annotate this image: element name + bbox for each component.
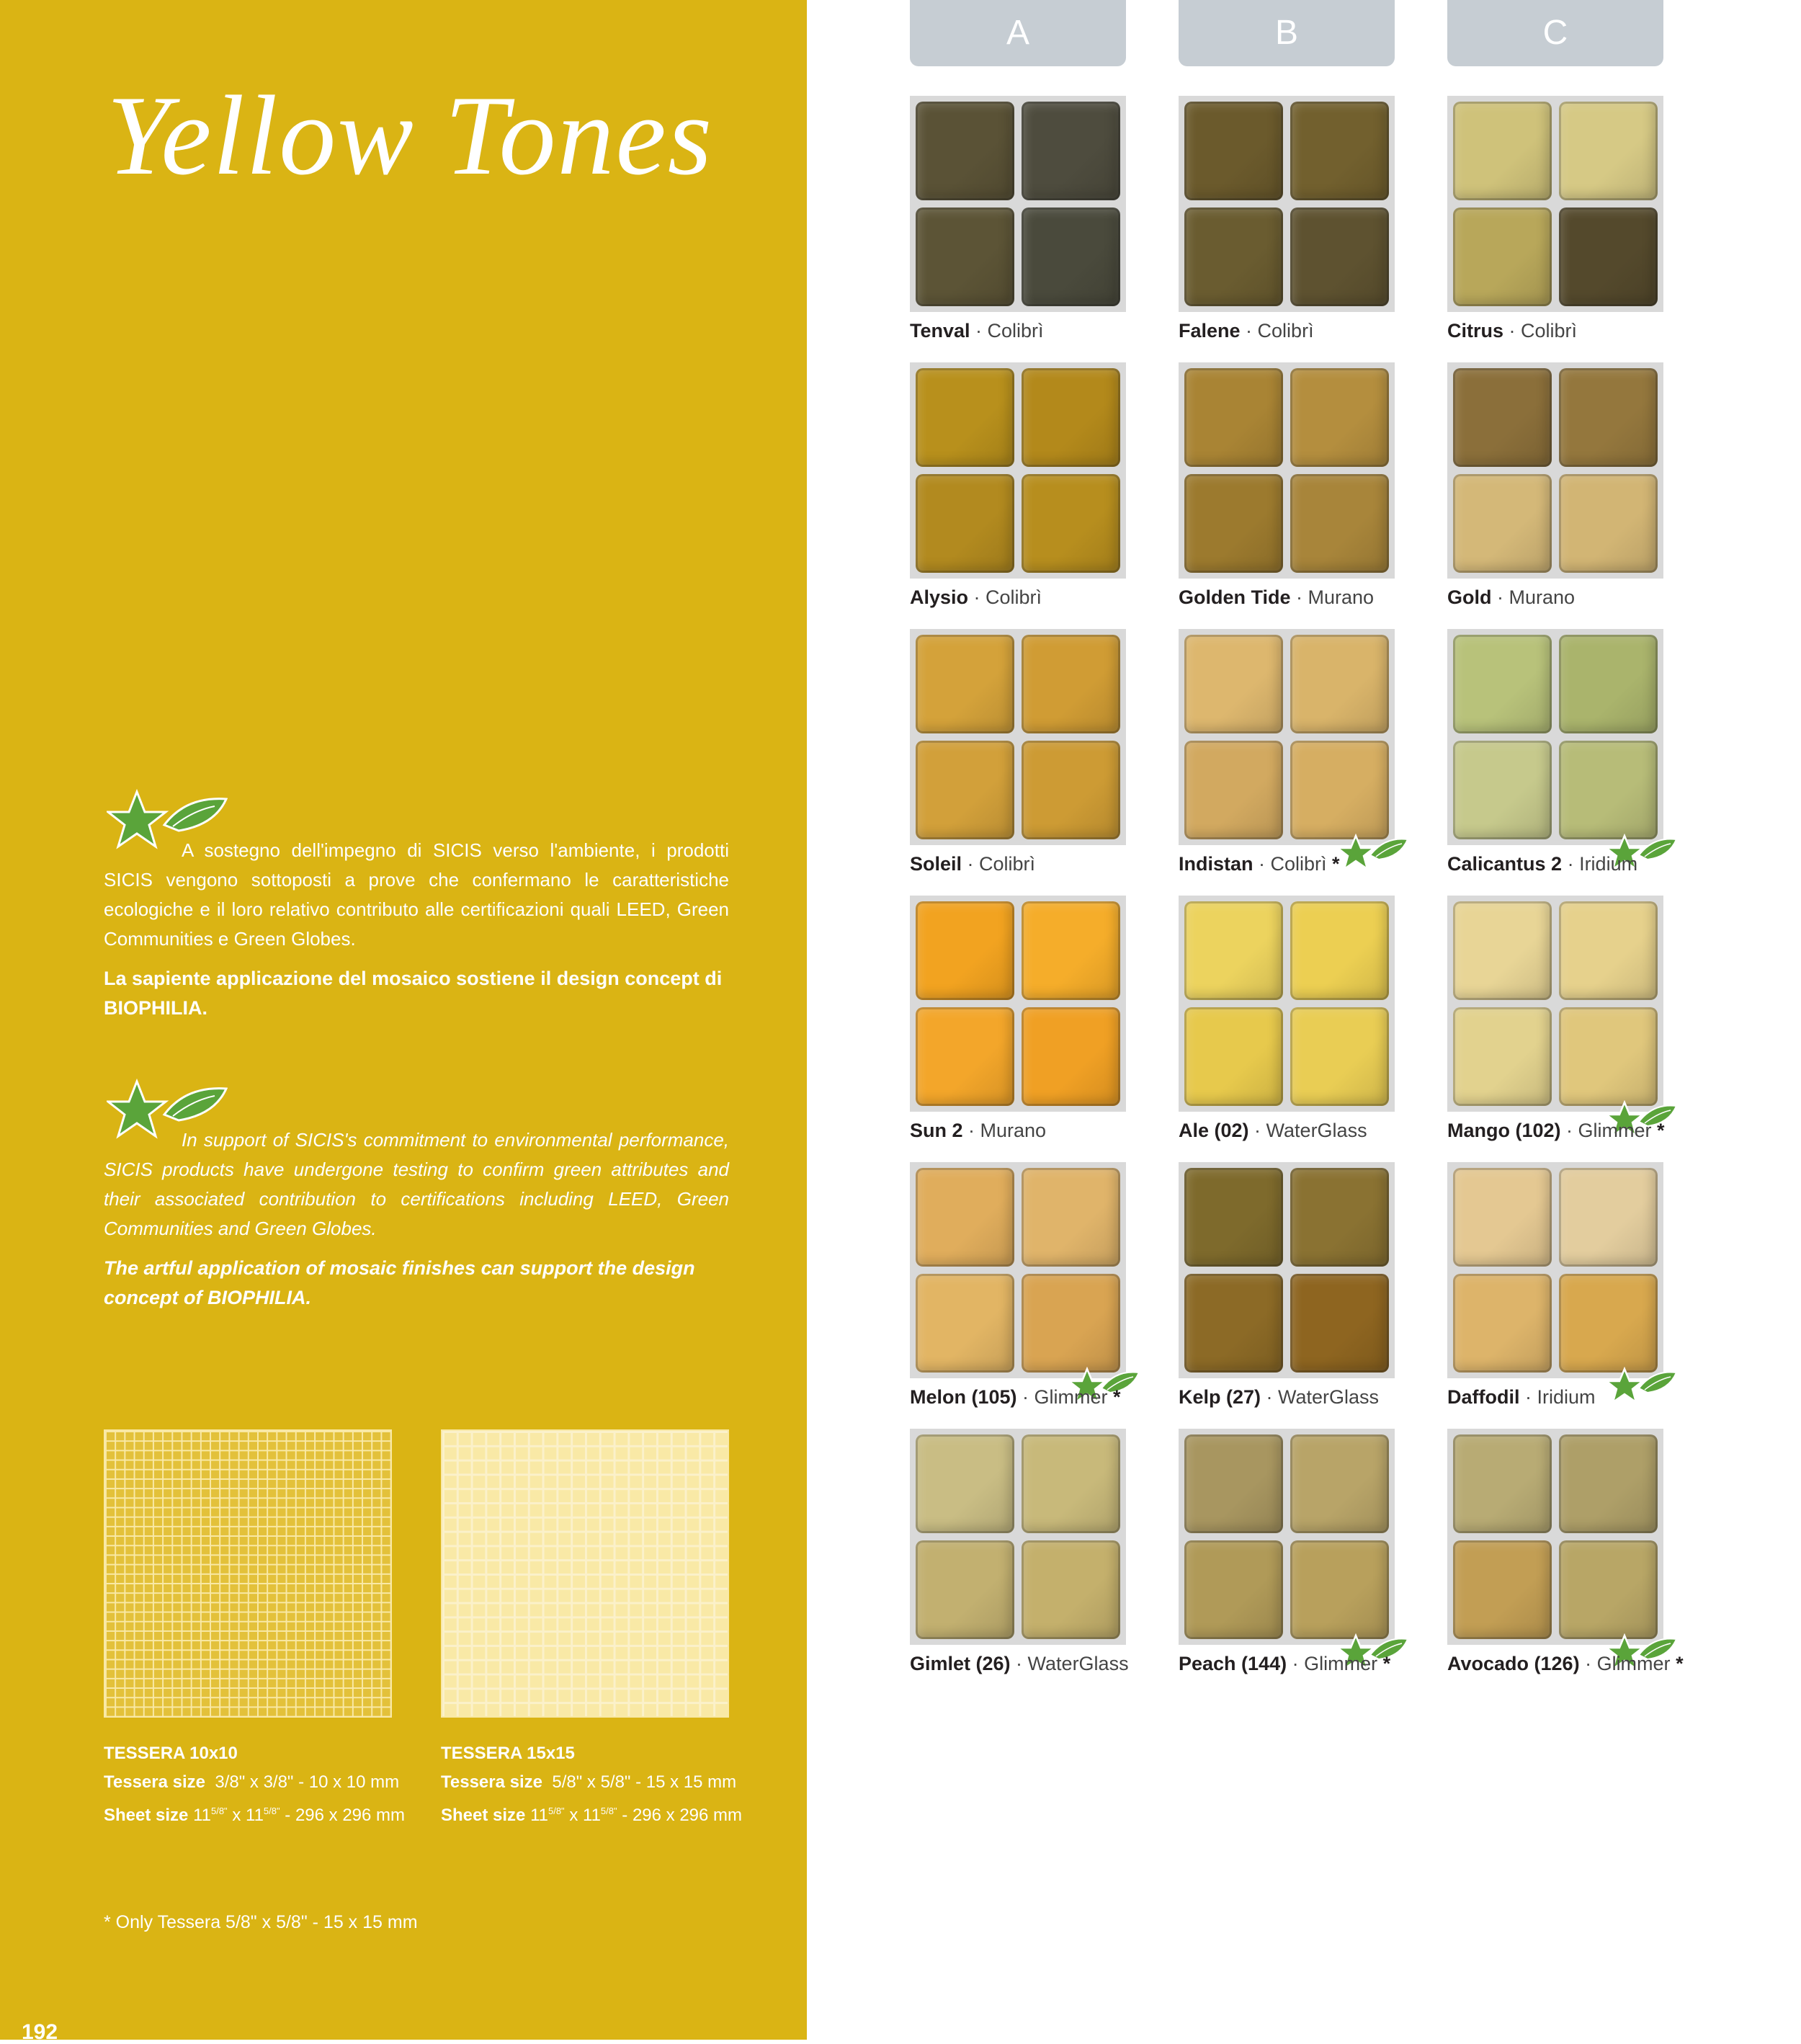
sheet-size-a-fraction: 5/8" xyxy=(210,1806,228,1816)
swatch-name: Tenval xyxy=(910,320,970,342)
tessera-size-label: Tessera size xyxy=(104,1772,205,1792)
intro-english xyxy=(104,1125,729,1313)
tessera-10-spec xyxy=(104,1739,435,1830)
swatch-label xyxy=(1179,1652,1416,1675)
swatch-asterisk: * xyxy=(1326,853,1340,875)
mosaic-tile xyxy=(916,207,1014,306)
swatch-name: Gold xyxy=(1447,586,1492,608)
left-panel xyxy=(0,0,807,2044)
mosaic-tile xyxy=(1453,635,1552,733)
swatch-image[interactable] xyxy=(910,629,1126,845)
swatch-card[interactable] xyxy=(910,96,1126,342)
swatch-label xyxy=(1447,586,1685,609)
mosaic-tile xyxy=(1184,102,1283,200)
label-separator: · xyxy=(962,1120,980,1141)
intro-italian-statement: La sapiente applicazione del mosaico sostiene il design concept di BIOPHILIA. xyxy=(104,968,723,1019)
mosaic-tile xyxy=(916,635,1014,733)
column-header-b: B xyxy=(1179,0,1395,66)
mosaic-tile xyxy=(1022,1274,1120,1373)
label-separator: · xyxy=(1562,853,1580,875)
label-separator: · xyxy=(968,586,986,608)
mosaic-tile xyxy=(1453,901,1552,1000)
mosaic-tile xyxy=(1290,1540,1389,1639)
mosaic-tile xyxy=(916,901,1014,1000)
swatch-card[interactable] xyxy=(1447,1429,1684,1674)
swatch-collection: Colibrì xyxy=(987,320,1044,342)
intro-english-body: In support of SICIS's commitment to environmental performance, SICIS products have undergone testing to confirm green attributes and their associated contribution to certifications including LEED, Green Communities and Green Globes. xyxy=(104,1129,729,1239)
swatch-collection: Iridium xyxy=(1537,1386,1596,1408)
swatch-collection: Colibrì xyxy=(979,853,1036,875)
mosaic-tile xyxy=(1559,901,1658,1000)
label-separator: · xyxy=(1579,1653,1597,1674)
mosaic-tile xyxy=(916,474,1014,573)
swatch-label xyxy=(1179,319,1416,342)
swatch-collection: Colibrì xyxy=(986,586,1042,608)
swatch-label xyxy=(1179,1385,1416,1409)
mosaic-tile xyxy=(1559,207,1658,306)
swatch-name: Avocado (126) xyxy=(1447,1653,1580,1674)
mosaic-tile xyxy=(1290,207,1389,306)
footnote: * Only Tessera 5/8" x 5/8" - 15 x 15 mm xyxy=(104,1912,418,1932)
column-header-a: A xyxy=(910,0,1126,66)
mosaic-tile xyxy=(1290,102,1389,200)
swatch-image[interactable] xyxy=(910,896,1126,1112)
sheet-size-a: 11 xyxy=(193,1806,211,1825)
mosaic-tile xyxy=(916,741,1014,839)
swatch-image[interactable] xyxy=(1179,96,1395,312)
swatch-card[interactable] xyxy=(1179,362,1395,606)
swatch-card[interactable] xyxy=(1447,1162,1663,1406)
label-separator: · xyxy=(970,320,988,342)
mosaic-tile xyxy=(1290,1274,1389,1373)
mosaic-tile xyxy=(1022,207,1120,306)
mosaic-tile xyxy=(1559,635,1658,733)
swatch-collection: Iridium xyxy=(1579,853,1638,875)
mosaic-tile xyxy=(1184,207,1283,306)
swatch-card[interactable] xyxy=(910,1429,1129,1674)
mosaic-tile xyxy=(1022,368,1120,467)
mosaic-tile xyxy=(1184,1274,1283,1373)
swatch-asterisk: * xyxy=(1377,1653,1391,1674)
label-separator: · xyxy=(1491,586,1509,608)
swatch-collection: Murano xyxy=(1308,586,1375,608)
mosaic-tile xyxy=(1559,1434,1658,1533)
mosaic-tile xyxy=(1559,1540,1658,1639)
mosaic-tile xyxy=(1559,1168,1658,1267)
swatch-label xyxy=(910,1119,1148,1142)
mosaic-tile xyxy=(1184,901,1283,1000)
swatch-collection: Glimmer xyxy=(1596,1653,1671,1674)
mosaic-tile xyxy=(1290,1168,1389,1267)
swatch-image[interactable] xyxy=(1447,896,1663,1112)
sheet-size-b: x 11 xyxy=(564,1806,601,1825)
label-separator: · xyxy=(962,853,980,875)
sheet-size-b-fraction: 5/8" xyxy=(600,1806,617,1816)
swatch-name: Falene xyxy=(1179,320,1241,342)
mosaic-tile xyxy=(1022,1007,1120,1106)
mosaic-tile xyxy=(1453,368,1552,467)
sheet-size-label: Sheet size xyxy=(441,1806,526,1825)
mosaic-tile xyxy=(1022,102,1120,200)
mosaic-tile xyxy=(1559,741,1658,839)
mosaic-tile xyxy=(1559,368,1658,467)
sheet-size-a-fraction: 5/8" xyxy=(548,1806,565,1816)
mosaic-tile xyxy=(1559,1274,1658,1373)
mosaic-tile xyxy=(916,1540,1014,1639)
swatch-collection: Glimmer xyxy=(1304,1653,1378,1674)
label-separator: · xyxy=(1253,853,1271,875)
mosaic-tile xyxy=(1453,741,1552,839)
swatch-label xyxy=(1447,852,1685,875)
mosaic-tile xyxy=(916,1168,1014,1267)
mosaic-tile xyxy=(1453,1274,1552,1373)
label-separator: · xyxy=(1016,1386,1034,1408)
swatch-card[interactable] xyxy=(910,629,1126,873)
swatch-name: Golden Tide xyxy=(1179,586,1291,608)
swatch-collection: Colibrì xyxy=(1270,853,1327,875)
swatch-label xyxy=(1447,1385,1685,1409)
mosaic-tile xyxy=(1184,1007,1283,1106)
swatch-label xyxy=(910,319,1148,342)
swatch-image[interactable] xyxy=(1447,96,1663,312)
mosaic-tile xyxy=(1290,1434,1389,1533)
mosaic-tile xyxy=(1290,901,1389,1000)
mosaic-tile xyxy=(1453,474,1552,573)
mosaic-tile xyxy=(916,1434,1014,1533)
label-separator: · xyxy=(1010,1653,1028,1674)
mosaic-tile xyxy=(1184,1540,1283,1639)
swatch-name: Gimlet (26) xyxy=(910,1653,1011,1674)
swatch-image[interactable] xyxy=(1179,1162,1395,1378)
swatch-card[interactable] xyxy=(910,1162,1126,1406)
swatch-collection: Colibrì xyxy=(1521,320,1578,342)
swatch-card[interactable] xyxy=(1179,1429,1395,1672)
intro-italian-body: A sostegno dell'impegno di SICIS verso l'ambiente, i prodotti SICIS vengono sottoposti a prove che confermano le caratteristiche ecologiche e il loro relativo contributo alle certificazioni quali LEED, Green Communities e Green Globes. xyxy=(104,839,729,950)
intro-italian xyxy=(104,836,729,1023)
page-title: Yellow Tones xyxy=(107,73,714,199)
swatch-card[interactable] xyxy=(1447,896,1663,1139)
tessera-size-label: Tessera size xyxy=(441,1772,542,1792)
swatch-card[interactable] xyxy=(1179,896,1395,1139)
sheet-size-b: x 11 xyxy=(227,1806,264,1825)
swatch-name: Peach (144) xyxy=(1179,1653,1287,1674)
mosaic-tile xyxy=(1022,1540,1120,1639)
swatch-card[interactable] xyxy=(1179,629,1395,873)
label-separator: · xyxy=(1261,1386,1279,1408)
swatch-collection: Murano xyxy=(980,1120,1047,1141)
swatch-label xyxy=(1447,1119,1685,1142)
sheet-size-a: 11 xyxy=(530,1806,548,1825)
mosaic-tile xyxy=(1022,901,1120,1000)
tessera-15-spec xyxy=(441,1739,772,1830)
mosaic-tile xyxy=(1184,741,1283,839)
mosaic-tile xyxy=(1184,1434,1283,1533)
intro-english-statement: The artful application of mosaic finishes can support the design concept of BIOPHILIA. xyxy=(104,1257,695,1308)
mosaic-tile xyxy=(1184,1168,1283,1267)
mosaic-tile xyxy=(1559,1007,1658,1106)
swatch-label xyxy=(1447,319,1685,342)
swatch-card[interactable] xyxy=(1447,96,1663,342)
swatch-image[interactable] xyxy=(910,1429,1126,1645)
mosaic-tile xyxy=(1022,635,1120,733)
swatch-collection: Glimmer xyxy=(1034,1386,1108,1408)
swatch-label xyxy=(910,586,1148,609)
swatch-image[interactable] xyxy=(1179,896,1395,1112)
swatch-name: Citrus xyxy=(1447,320,1504,342)
swatch-collection: WaterGlass xyxy=(1027,1653,1129,1674)
swatch-asterisk: * xyxy=(1107,1386,1121,1408)
swatch-label xyxy=(1447,1652,1685,1675)
swatch-collection: Murano xyxy=(1509,586,1576,608)
sheet-size-b-fraction: 5/8" xyxy=(263,1806,280,1816)
sheet-15x15-illustration xyxy=(441,1429,729,1718)
swatch-label xyxy=(1179,1119,1416,1142)
swatch-name: Ale (02) xyxy=(1179,1120,1249,1141)
swatch-card[interactable] xyxy=(1447,362,1663,606)
swatch-name: Alysio xyxy=(910,586,969,608)
sheet-size-mm: - 296 x 296 mm xyxy=(280,1806,406,1825)
mosaic-tile xyxy=(916,1274,1014,1373)
swatch-label xyxy=(1179,586,1416,609)
swatch-label xyxy=(910,1385,1148,1409)
swatch-collection: WaterGlass xyxy=(1278,1386,1380,1408)
mosaic-tile xyxy=(1559,474,1658,573)
mosaic-tile xyxy=(1184,635,1283,733)
mosaic-tile xyxy=(1453,102,1552,200)
mosaic-tile xyxy=(1290,368,1389,467)
label-separator: · xyxy=(1290,586,1308,608)
mosaic-tile xyxy=(1022,741,1120,839)
swatch-card[interactable] xyxy=(910,896,1126,1139)
swatch-asterisk: * xyxy=(1651,1120,1665,1141)
mosaic-tile xyxy=(1290,741,1389,839)
mosaic-tile xyxy=(1184,368,1283,467)
tessera-size-value: 3/8" x 3/8" - 10 x 10 mm xyxy=(215,1772,400,1792)
swatch-label xyxy=(910,852,1148,875)
swatch-image[interactable] xyxy=(1179,629,1395,845)
mosaic-tile xyxy=(916,102,1014,200)
swatch-image[interactable] xyxy=(1447,629,1663,845)
mosaic-tile xyxy=(916,1007,1014,1106)
mosaic-tile xyxy=(1453,1168,1552,1267)
swatch-image[interactable] xyxy=(910,1162,1126,1378)
swatch-name: Soleil xyxy=(910,853,962,875)
mosaic-tile xyxy=(1453,207,1552,306)
swatch-name: Indistan xyxy=(1179,853,1253,875)
swatch-label xyxy=(910,1652,1148,1675)
swatch-image[interactable] xyxy=(1179,362,1395,579)
sheet-10x10-illustration xyxy=(104,1429,392,1718)
mosaic-tile xyxy=(1022,1168,1120,1267)
swatch-name: Mango (102) xyxy=(1447,1120,1561,1141)
tessera-15-title: TESSERA 15x15 xyxy=(441,1744,575,1763)
swatch-name: Daffodil xyxy=(1447,1386,1520,1408)
swatch-image[interactable] xyxy=(1447,1162,1663,1378)
label-separator: · xyxy=(1287,1653,1305,1674)
swatch-image[interactable] xyxy=(1447,362,1663,579)
swatch-image[interactable] xyxy=(1179,1429,1395,1645)
sheet-size-label: Sheet size xyxy=(104,1806,189,1825)
sheet-size-mm: - 296 x 296 mm xyxy=(617,1806,743,1825)
swatch-name: Calicantus 2 xyxy=(1447,853,1563,875)
swatch-image[interactable] xyxy=(910,96,1126,312)
label-separator: · xyxy=(1240,320,1258,342)
mosaic-tile xyxy=(1290,1007,1389,1106)
swatch-collection: WaterGlass xyxy=(1266,1120,1367,1141)
mosaic-tile xyxy=(1453,1540,1552,1639)
mosaic-tile xyxy=(1290,635,1389,733)
swatch-image[interactable] xyxy=(910,362,1126,579)
swatch-name: Sun 2 xyxy=(910,1120,963,1141)
mosaic-tile xyxy=(1453,1434,1552,1533)
mosaic-tile xyxy=(1559,102,1658,200)
page-number: 192 xyxy=(22,2020,58,2044)
mosaic-tile xyxy=(1022,474,1120,573)
swatch-name: Kelp (27) xyxy=(1179,1386,1261,1408)
mosaic-tile xyxy=(1184,474,1283,573)
mosaic-tile xyxy=(916,368,1014,467)
label-separator: · xyxy=(1503,320,1521,342)
column-header-c: C xyxy=(1447,0,1663,66)
swatch-name: Melon (105) xyxy=(910,1386,1017,1408)
swatch-collection: Colibrì xyxy=(1257,320,1314,342)
swatch-card[interactable] xyxy=(1447,629,1663,873)
swatch-card[interactable] xyxy=(1179,1162,1395,1406)
mosaic-tile xyxy=(1022,1434,1120,1533)
label-separator: · xyxy=(1560,1120,1578,1141)
swatch-label xyxy=(1179,852,1416,875)
swatch-image[interactable] xyxy=(1447,1429,1663,1645)
tessera-10-title: TESSERA 10x10 xyxy=(104,1744,238,1763)
swatch-card[interactable] xyxy=(910,362,1126,606)
swatch-card[interactable] xyxy=(1179,96,1395,342)
tessera-size-value: 5/8" x 5/8" - 15 x 15 mm xyxy=(552,1772,737,1792)
mosaic-tile xyxy=(1453,1007,1552,1106)
label-separator: · xyxy=(1519,1386,1537,1408)
label-separator: · xyxy=(1248,1120,1266,1141)
swatch-asterisk: * xyxy=(1670,1653,1684,1674)
swatch-collection: Glimmer xyxy=(1578,1120,1652,1141)
mosaic-tile xyxy=(1290,474,1389,573)
